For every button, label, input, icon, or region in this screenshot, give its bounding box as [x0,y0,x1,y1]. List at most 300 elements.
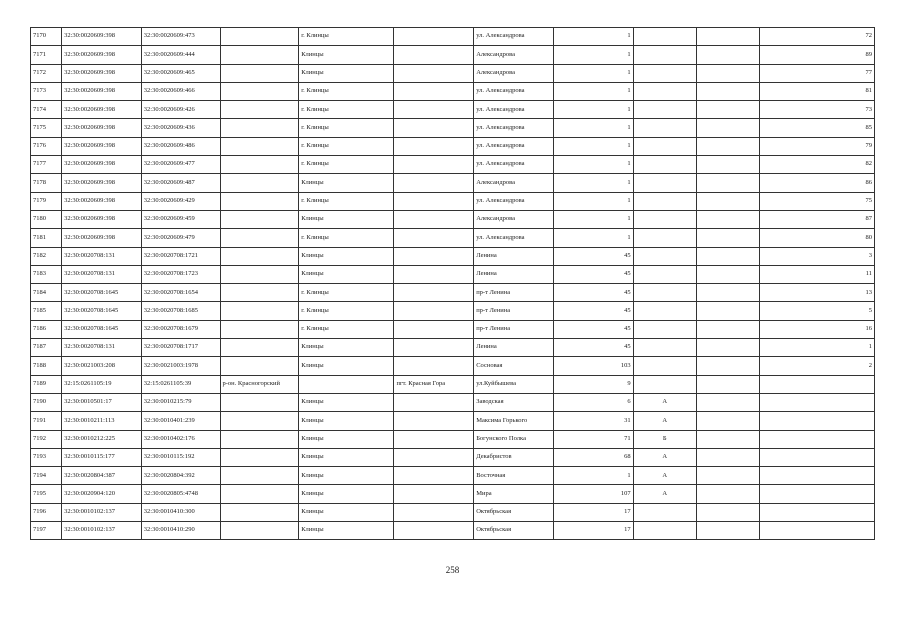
extra-cell [696,119,759,137]
district-cell [220,101,299,119]
district-cell [220,229,299,247]
row-number-cell: 7184 [31,284,62,302]
district-cell [220,192,299,210]
district-cell [220,28,299,46]
street-cell: Ленина [474,265,554,283]
row-number-cell: 7176 [31,137,62,155]
table-row [31,467,875,485]
cadastral-parcel-cell: 32:30:0020708:131 [62,247,142,265]
district-cell [220,64,299,82]
settlement-cell [394,247,474,265]
table-row [31,119,875,137]
building-letter-cell [633,82,696,100]
street-cell: Александрова [474,210,554,228]
street-cell: Ленина [474,247,554,265]
building-letter-cell [633,64,696,82]
row-number-cell: 7173 [31,82,62,100]
row-number-cell: 7185 [31,302,62,320]
apartment-cell: 77 [759,64,874,82]
house-number-cell: 45 [553,320,633,338]
cadastral-object-cell: 32:30:0020609:459 [141,210,220,228]
building-letter-cell [633,229,696,247]
building-letter-cell [633,357,696,375]
street-cell: ул. Александрова [474,82,554,100]
settlement-cell [394,485,474,503]
apartment-cell: 79 [759,137,874,155]
city-cell: г. Клинцы [299,119,394,137]
cadastral-object-cell: 32:30:0020609:486 [141,137,220,155]
city-cell [299,375,394,393]
settlement-cell [394,284,474,302]
district-cell [220,119,299,137]
apartment-cell: 13 [759,284,874,302]
apartment-cell [759,503,874,521]
cadastral-object-cell: 32:30:0020609:479 [141,229,220,247]
district-cell [220,485,299,503]
district-cell [220,357,299,375]
cadastral-parcel-cell: 32:30:0020609:398 [62,137,142,155]
city-cell: г. Клинцы [299,284,394,302]
street-cell: Мира [474,485,554,503]
settlement-cell [394,339,474,357]
table-row [31,375,875,393]
street-cell: Богунского Полка [474,430,554,448]
settlement-cell [394,393,474,411]
row-number-cell: 7175 [31,119,62,137]
cadastral-object-cell: 32:30:0020805:4748 [141,485,220,503]
cadastral-parcel-cell: 32:30:0020609:398 [62,82,142,100]
cadastral-object-cell: 32:30:0020609:487 [141,174,220,192]
city-cell: Клинцы [299,357,394,375]
cadastral-object-cell: 32:30:0010115:192 [141,448,220,466]
house-number-cell: 45 [553,265,633,283]
cadastral-parcel-cell: 32:30:0020708:1645 [62,302,142,320]
cadastral-object-cell: 32:30:0021003:1978 [141,357,220,375]
table-row [31,192,875,210]
building-letter-cell [633,28,696,46]
extra-cell [696,192,759,210]
cadastral-parcel-cell: 32:30:0020609:398 [62,119,142,137]
cadastral-object-cell: 32:30:0020609:426 [141,101,220,119]
apartment-cell [759,412,874,430]
table-row [31,247,875,265]
apartment-cell: 87 [759,210,874,228]
house-number-cell: 31 [553,412,633,430]
cadastral-object-cell: 32:30:0020609:473 [141,28,220,46]
cadastral-parcel-cell: 32:30:0010501:17 [62,393,142,411]
apartment-cell [759,430,874,448]
building-letter-cell [633,302,696,320]
apartment-cell: 85 [759,119,874,137]
settlement-cell [394,210,474,228]
cadastral-parcel-cell: 32:30:0020708:131 [62,339,142,357]
table-row [31,393,875,411]
cadastral-parcel-cell: 32:15:0261105:19 [62,375,142,393]
city-cell: Клинцы [299,448,394,466]
cadastral-parcel-cell: 32:30:0010212:225 [62,430,142,448]
street-cell: Александрова [474,46,554,64]
table-row [31,357,875,375]
cadastral-parcel-cell: 32:30:0020609:398 [62,229,142,247]
district-cell [220,137,299,155]
city-cell: Клинцы [299,174,394,192]
district-cell [220,156,299,174]
building-letter-cell [633,101,696,119]
building-letter-cell [633,210,696,228]
street-cell: ул.Куйбышева [474,375,554,393]
city-cell: Клинцы [299,46,394,64]
house-number-cell: 45 [553,339,633,357]
apartment-cell: 2 [759,357,874,375]
city-cell: Клинцы [299,412,394,430]
house-number-cell: 1 [553,46,633,64]
city-cell: Клинцы [299,522,394,540]
cadastral-parcel-cell: 32:30:0010115:177 [62,448,142,466]
apartment-cell: 80 [759,229,874,247]
table-row [31,339,875,357]
house-number-cell: 1 [553,137,633,155]
settlement-cell [394,119,474,137]
cadastral-object-cell: 32:30:0020708:1654 [141,284,220,302]
apartment-cell: 11 [759,265,874,283]
street-cell: ул. Александрова [474,119,554,137]
table-row [31,320,875,338]
building-letter-cell: Б [633,430,696,448]
extra-cell [696,101,759,119]
settlement-cell [394,357,474,375]
building-letter-cell: А [633,467,696,485]
city-cell: Клинцы [299,393,394,411]
house-number-cell: 45 [553,302,633,320]
settlement-cell [394,320,474,338]
extra-cell [696,247,759,265]
row-number-cell: 7181 [31,229,62,247]
house-number-cell: 1 [553,467,633,485]
house-number-cell: 107 [553,485,633,503]
cadastral-object-cell: 32:30:0020708:1685 [141,302,220,320]
row-number-cell: 7188 [31,357,62,375]
apartment-cell: 73 [759,101,874,119]
building-letter-cell [633,265,696,283]
settlement-cell [394,302,474,320]
district-cell [220,503,299,521]
district-cell [220,320,299,338]
cadastral-parcel-cell: 32:30:0020609:398 [62,174,142,192]
street-cell: Заводская [474,393,554,411]
row-number-cell: 7183 [31,265,62,283]
house-number-cell: 45 [553,247,633,265]
building-letter-cell [633,247,696,265]
table-row [31,101,875,119]
city-cell: г. Клинцы [299,82,394,100]
cadastral-object-cell: 32:30:0010215:79 [141,393,220,411]
house-number-cell: 1 [553,82,633,100]
district-cell [220,46,299,64]
table-row [31,82,875,100]
extra-cell [696,485,759,503]
settlement-cell [394,448,474,466]
district-cell [220,522,299,540]
row-number-cell: 7196 [31,503,62,521]
cadastral-parcel-cell: 32:30:0020708:1645 [62,320,142,338]
city-cell: г. Клинцы [299,302,394,320]
extra-cell [696,503,759,521]
extra-cell [696,229,759,247]
house-number-cell: 1 [553,28,633,46]
cadastral-parcel-cell: 32:30:0020609:398 [62,210,142,228]
street-cell: пр-т Ленина [474,302,554,320]
house-number-cell: 17 [553,503,633,521]
apartment-cell: 81 [759,82,874,100]
row-number-cell: 7189 [31,375,62,393]
building-letter-cell [633,284,696,302]
cadastral-parcel-cell: 32:30:0020904:120 [62,485,142,503]
city-cell: Клинцы [299,210,394,228]
apartment-cell: 75 [759,192,874,210]
cadastral-parcel-cell: 32:30:0020609:398 [62,28,142,46]
page-number: 258 [445,565,460,575]
district-cell [220,284,299,302]
apartment-cell [759,375,874,393]
apartment-cell: 82 [759,156,874,174]
extra-cell [696,412,759,430]
cadastral-object-cell: 32:30:0020609:444 [141,46,220,64]
cadastral-parcel-cell: 32:30:0020804:387 [62,467,142,485]
extra-cell [696,430,759,448]
house-number-cell: 1 [553,210,633,228]
table-row [31,174,875,192]
settlement-cell [394,28,474,46]
street-cell: Октябрьская [474,522,554,540]
extra-cell [696,174,759,192]
row-number-cell: 7192 [31,430,62,448]
extra-cell [696,82,759,100]
settlement-cell [394,430,474,448]
settlement-cell [394,64,474,82]
table-row [31,28,875,46]
street-cell: Октябрьская [474,503,554,521]
row-number-cell: 7190 [31,393,62,411]
apartment-cell: 5 [759,302,874,320]
apartment-cell: 72 [759,28,874,46]
settlement-cell: пгт. Красная Гора [394,375,474,393]
house-number-cell: 71 [553,430,633,448]
row-number-cell: 7177 [31,156,62,174]
extra-cell [696,284,759,302]
extra-cell [696,46,759,64]
row-number-cell: 7180 [31,210,62,228]
cadastral-object-cell: 32:30:0010402:176 [141,430,220,448]
street-cell: пр-т Ленина [474,284,554,302]
city-cell: Клинцы [299,485,394,503]
row-number-cell: 7191 [31,412,62,430]
city-cell: Клинцы [299,339,394,357]
cadastral-parcel-cell: 32:30:0020609:398 [62,101,142,119]
street-cell: Максима Горького [474,412,554,430]
street-cell: пр-т Ленина [474,320,554,338]
cadastral-object-cell: 32:30:0020609:477 [141,156,220,174]
extra-cell [696,448,759,466]
house-number-cell: 17 [553,522,633,540]
cadastral-parcel-cell: 32:30:0010102:137 [62,503,142,521]
building-letter-cell [633,503,696,521]
street-cell: Ленина [474,339,554,357]
settlement-cell [394,82,474,100]
house-number-cell: 1 [553,101,633,119]
house-number-cell: 1 [553,229,633,247]
extra-cell [696,339,759,357]
row-number-cell: 7186 [31,320,62,338]
building-letter-cell [633,339,696,357]
street-cell: ул. Александрова [474,192,554,210]
cadastral-object-cell: 32:30:0010410:290 [141,522,220,540]
table-row [31,412,875,430]
table-row [31,430,875,448]
extra-cell [696,467,759,485]
house-number-cell: 1 [553,64,633,82]
cadastral-object-cell: 32:30:0020609:436 [141,119,220,137]
district-cell [220,412,299,430]
extra-cell [696,28,759,46]
district-cell [220,339,299,357]
table-row [31,229,875,247]
apartment-cell: 3 [759,247,874,265]
cadastral-parcel-cell: 32:30:0010102:137 [62,522,142,540]
cadastral-parcel-cell: 32:30:0010211:113 [62,412,142,430]
apartment-cell: 86 [759,174,874,192]
table-row [31,156,875,174]
city-cell: Клинцы [299,503,394,521]
extra-cell [696,393,759,411]
city-cell: г. Клинцы [299,320,394,338]
house-number-cell: 9 [553,375,633,393]
apartment-cell [759,522,874,540]
row-number-cell: 7172 [31,64,62,82]
cadastral-parcel-cell: 32:30:0020609:398 [62,192,142,210]
register-table [30,27,875,540]
settlement-cell [394,156,474,174]
cadastral-parcel-cell: 32:30:0021003:208 [62,357,142,375]
district-cell [220,448,299,466]
cadastral-parcel-cell: 32:30:0020609:398 [62,64,142,82]
building-letter-cell [633,174,696,192]
district-cell [220,393,299,411]
row-number-cell: 7179 [31,192,62,210]
table-row [31,64,875,82]
cadastral-object-cell: 32:30:0020609:429 [141,192,220,210]
district-cell [220,174,299,192]
district-cell [220,467,299,485]
building-letter-cell [633,46,696,64]
row-number-cell: 7197 [31,522,62,540]
house-number-cell: 1 [553,119,633,137]
city-cell: г. Клинцы [299,156,394,174]
extra-cell [696,357,759,375]
cadastral-object-cell: 32:30:0020609:466 [141,82,220,100]
apartment-cell: 1 [759,339,874,357]
cadastral-object-cell: 32:30:0020708:1679 [141,320,220,338]
extra-cell [696,320,759,338]
table-row [31,448,875,466]
house-number-cell: 1 [553,192,633,210]
table-row [31,137,875,155]
street-cell: ул. Александрова [474,156,554,174]
row-number-cell: 7174 [31,101,62,119]
building-letter-cell [633,119,696,137]
house-number-cell: 45 [553,284,633,302]
cadastral-object-cell: 32:30:0020708:1723 [141,265,220,283]
house-number-cell: 6 [553,393,633,411]
building-letter-cell: А [633,485,696,503]
extra-cell [696,375,759,393]
cadastral-parcel-cell: 32:30:0020708:1645 [62,284,142,302]
building-letter-cell: А [633,393,696,411]
street-cell: Александрова [474,64,554,82]
city-cell: Клинцы [299,467,394,485]
row-number-cell: 7170 [31,28,62,46]
settlement-cell [394,46,474,64]
street-cell: ул. Александрова [474,28,554,46]
building-letter-cell [633,137,696,155]
settlement-cell [394,192,474,210]
settlement-cell [394,467,474,485]
cadastral-parcel-cell: 32:30:0020609:398 [62,46,142,64]
street-cell: ул. Александрова [474,137,554,155]
extra-cell [696,156,759,174]
settlement-cell [394,174,474,192]
extra-cell [696,302,759,320]
cadastral-object-cell: 32:30:0020708:1721 [141,247,220,265]
building-letter-cell [633,156,696,174]
city-cell: Клинцы [299,430,394,448]
city-cell: Клинцы [299,247,394,265]
district-cell [220,430,299,448]
apartment-cell [759,485,874,503]
table-row [31,46,875,64]
row-number-cell: 7178 [31,174,62,192]
settlement-cell [394,412,474,430]
street-cell: Александрова [474,174,554,192]
extra-cell [696,265,759,283]
street-cell: Декабристов [474,448,554,466]
house-number-cell: 1 [553,174,633,192]
cadastral-object-cell: 32:30:0020708:1717 [141,339,220,357]
row-number-cell: 7193 [31,448,62,466]
row-number-cell: 7182 [31,247,62,265]
city-cell: г. Клинцы [299,28,394,46]
street-cell: Сосновая [474,357,554,375]
apartment-cell [759,448,874,466]
settlement-cell [394,503,474,521]
settlement-cell [394,137,474,155]
apartment-cell [759,393,874,411]
cadastral-parcel-cell: 32:30:0020609:398 [62,156,142,174]
row-number-cell: 7187 [31,339,62,357]
settlement-cell [394,265,474,283]
district-cell [220,210,299,228]
row-number-cell: 7195 [31,485,62,503]
house-number-cell: 103 [553,357,633,375]
settlement-cell [394,101,474,119]
house-number-cell: 68 [553,448,633,466]
street-cell: ул. Александрова [474,229,554,247]
table-row [31,485,875,503]
cadastral-object-cell: 32:15:0261105:39 [141,375,220,393]
building-letter-cell [633,320,696,338]
building-letter-cell: А [633,448,696,466]
table-row [31,210,875,228]
street-cell: Восточная [474,467,554,485]
